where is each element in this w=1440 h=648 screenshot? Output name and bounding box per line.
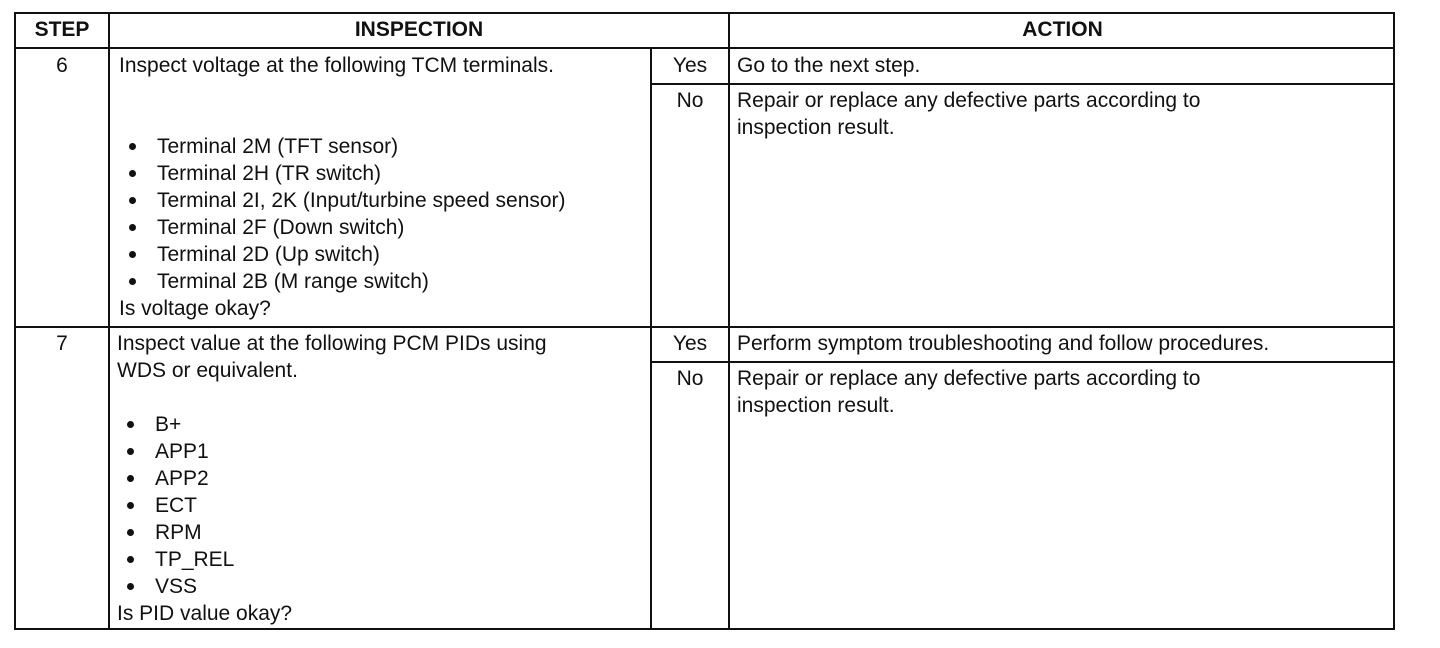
inspection-question: Is PID value okay? [117,602,293,625]
list-item-text: Terminal 2F (Down switch) [157,216,405,239]
inspection-bullets [117,411,649,627]
bullet-list [117,411,649,600]
step-number: 6 [56,54,68,77]
list-item-text: Terminal 2M (TFT sensor) [157,135,399,158]
yes-action: Perform symptom troubleshooting and follow procedures. [737,332,1270,355]
yes-label: Yes [672,332,708,355]
bullet-icon [129,251,136,258]
list-item-text: RPM [155,521,202,544]
list-item [117,465,649,492]
no-label: No [676,89,704,112]
inspection-bullets [119,133,649,322]
no-action [737,87,1392,141]
inspection-cell [117,330,649,384]
bullet-icon [127,556,134,563]
list-item-text: Terminal 2I, 2K (Input/turbine speed sensor) [157,189,566,212]
list-item [117,492,649,519]
bullet-icon [129,278,136,285]
divider-row6-row7 [16,326,1395,328]
troubleshooting-table [14,12,1395,630]
yes-label: Yes [672,54,708,77]
header-step: STEP [34,18,90,41]
no-label: No [676,367,704,390]
header-action: ACTION [1022,18,1103,41]
list-item-text: TP_REL [155,548,235,571]
list-item [119,133,649,160]
yes-action: Go to the next step. [737,54,921,77]
list-item-text: VSS [155,575,198,598]
bullet-icon [129,170,136,177]
inspection-intro: WDS or equivalent. [117,359,298,382]
bullet-icon [127,583,134,590]
list-item-text: B+ [155,413,182,436]
bullet-icon [129,197,136,204]
inspection-intro: Inspect value at the following PCM PIDs using [117,332,547,355]
header-inspection: INSPECTION [354,18,484,41]
divider-step [108,14,110,630]
bullet-icon [127,448,134,455]
list-item [119,187,649,214]
inspection-intro: Inspect voltage at the following TCM terminals. [119,54,554,77]
list-item [119,214,649,241]
bullet-icon [129,143,136,150]
bullet-list [119,133,649,295]
list-item [117,438,649,465]
divider-row7-yes [650,361,1395,363]
list-item-text: Terminal 2D (Up switch) [157,243,380,266]
list-item [119,268,649,295]
bullet-icon [127,502,134,509]
divider-header [16,47,1395,49]
no-action-line: Repair or replace any defective parts according to [737,89,1201,112]
list-item-text: APP1 [155,440,209,463]
bullet-icon [127,475,134,482]
bullet-icon [127,421,134,428]
no-action [737,365,1392,419]
bullet-icon [129,224,136,231]
list-item [119,241,649,268]
bullet-icon [127,529,134,536]
list-item-text: Terminal 2H (TR switch) [157,162,382,185]
no-action-line: inspection result. [737,116,895,139]
inspection-cell [119,52,649,79]
divider-row6-yes [650,83,1395,85]
inspection-question: Is voltage okay? [119,297,271,320]
list-item [117,573,649,600]
list-item [117,411,649,438]
list-item [117,519,649,546]
list-item-text: Terminal 2B (M range switch) [157,270,429,293]
divider-action [728,14,730,630]
step-number: 7 [56,332,68,355]
list-item-text: APP2 [155,467,209,490]
no-action-line: Repair or replace any defective parts according to [737,367,1201,390]
list-item [119,160,649,187]
no-action-line: inspection result. [737,394,895,417]
list-item [117,546,649,573]
list-item-text: ECT [155,494,197,517]
